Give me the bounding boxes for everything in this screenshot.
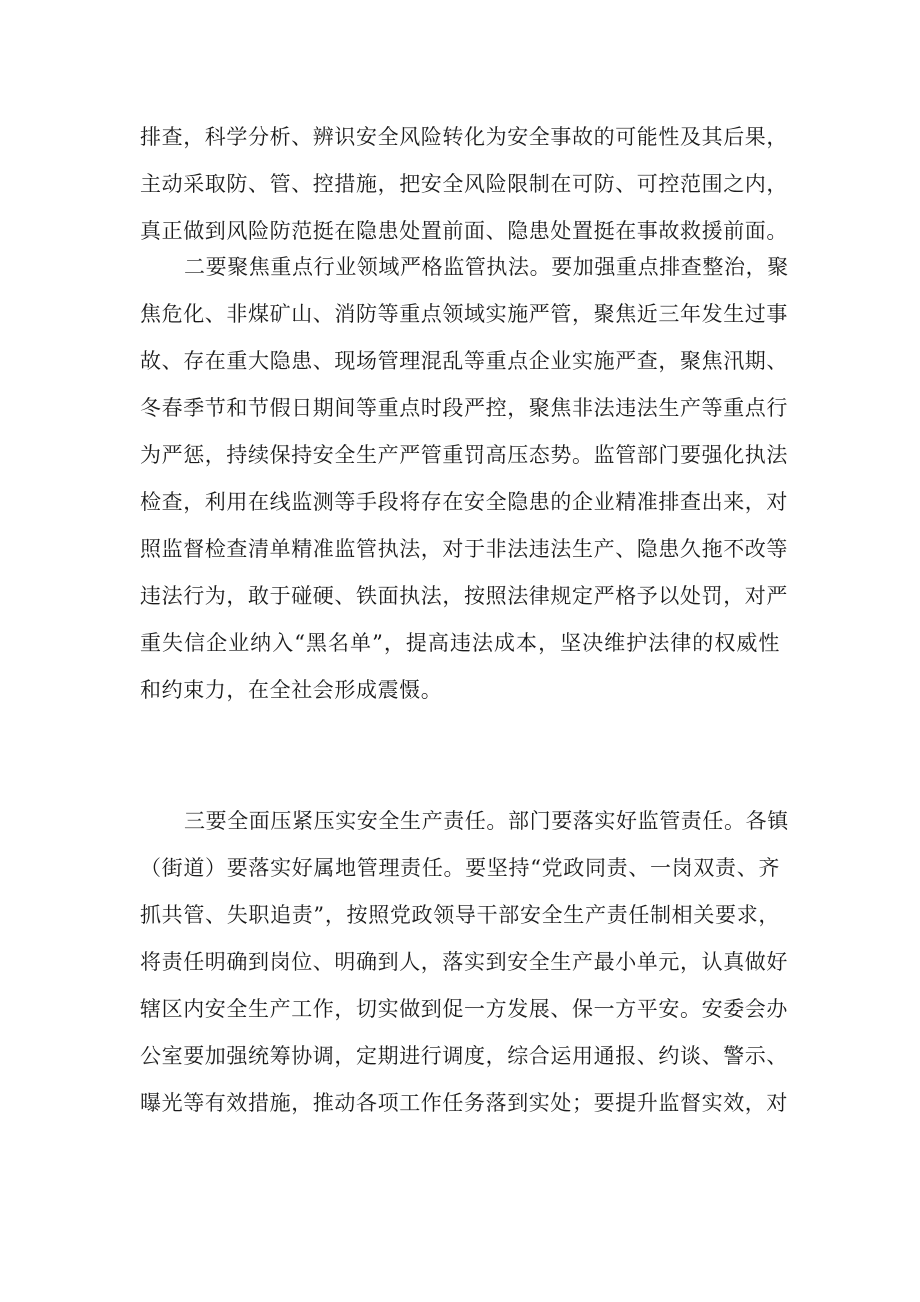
paragraph-line: 排查，科学分析、辨识安全风险转化为安全事故的可能性及其后果， xyxy=(140,125,788,149)
paragraph-line: 违法行为，敢于碰硬、铁面执法，按照法律规定严格予以处罚，对严 xyxy=(140,584,788,608)
paragraph-line: 为严惩，持续保持安全生产严管重罚高压态势。监管部门要强化执法 xyxy=(140,443,788,467)
paragraph-line: 故、存在重大隐患、现场管理混乱等重点企业实施严查，聚焦汛期、 xyxy=(140,349,788,373)
paragraph-strict-supervision xyxy=(140,244,789,714)
paragraph-line: 照监督检查清单精准监管执法，对于非法违法生产、隐患久拖不改等 xyxy=(140,537,788,561)
paragraph-line: 曝光等有效措施，推动各项工作任务落到实处；要提升监督实效，对 xyxy=(140,1091,788,1115)
paragraph-line: 三要全面压紧压实安全生产责任。部门要落实好监管责任。各镇 xyxy=(184,809,789,833)
paragraph-line: （街道）要落实好属地管理责任。要坚持“党政同责、一岗双责、齐 xyxy=(140,856,780,880)
paragraph-line: 主动采取防、管、控措施，把安全风险限制在可防、可控范围之内， xyxy=(140,172,788,196)
paragraph-line: 焦危化、非煤矿山、消防等重点领域实施严管，聚焦近三年发生过事 xyxy=(140,302,788,326)
paragraph-line: 辖区内安全生产工作，切实做到促一方发展、保一方平安。安委会办 xyxy=(140,997,788,1021)
paragraph-line: 将责任明确到岗位、明确到人，落实到安全生产最小单元，认真做好 xyxy=(140,950,788,974)
paragraph-line: 二要聚焦重点行业领域严格监管执法。要加强重点排查整治，聚 xyxy=(184,255,789,279)
paragraph-line: 重失信企业纳入“黑名单”，提高违法成本，坚决维护法律的权威性 xyxy=(140,631,780,655)
paragraph-line: 和约束力，在全社会形成震慑。 xyxy=(140,678,443,702)
paragraph-line: 冬春季节和节假日期间等重点时段严控，聚焦非法违法生产等重点行 xyxy=(140,396,788,420)
paragraph-line: 抓共管、失职追责”，按照党政领导干部安全生产责任制相关要求， xyxy=(140,903,780,927)
paragraph-responsibility xyxy=(140,798,789,1127)
paragraph-line: 公室要加强统筹协调，定期进行调度，综合运用通报、约谈、警示、 xyxy=(140,1044,788,1068)
paragraph-line: 真正做到风险防范挺在隐患处置前面、隐患处置挺在事故救援前面。 xyxy=(140,219,788,243)
paragraph-line: 检查，利用在线监测等手段将存在安全隐患的企业精准排查出来，对 xyxy=(140,490,788,514)
paragraph-continuation xyxy=(140,114,788,255)
